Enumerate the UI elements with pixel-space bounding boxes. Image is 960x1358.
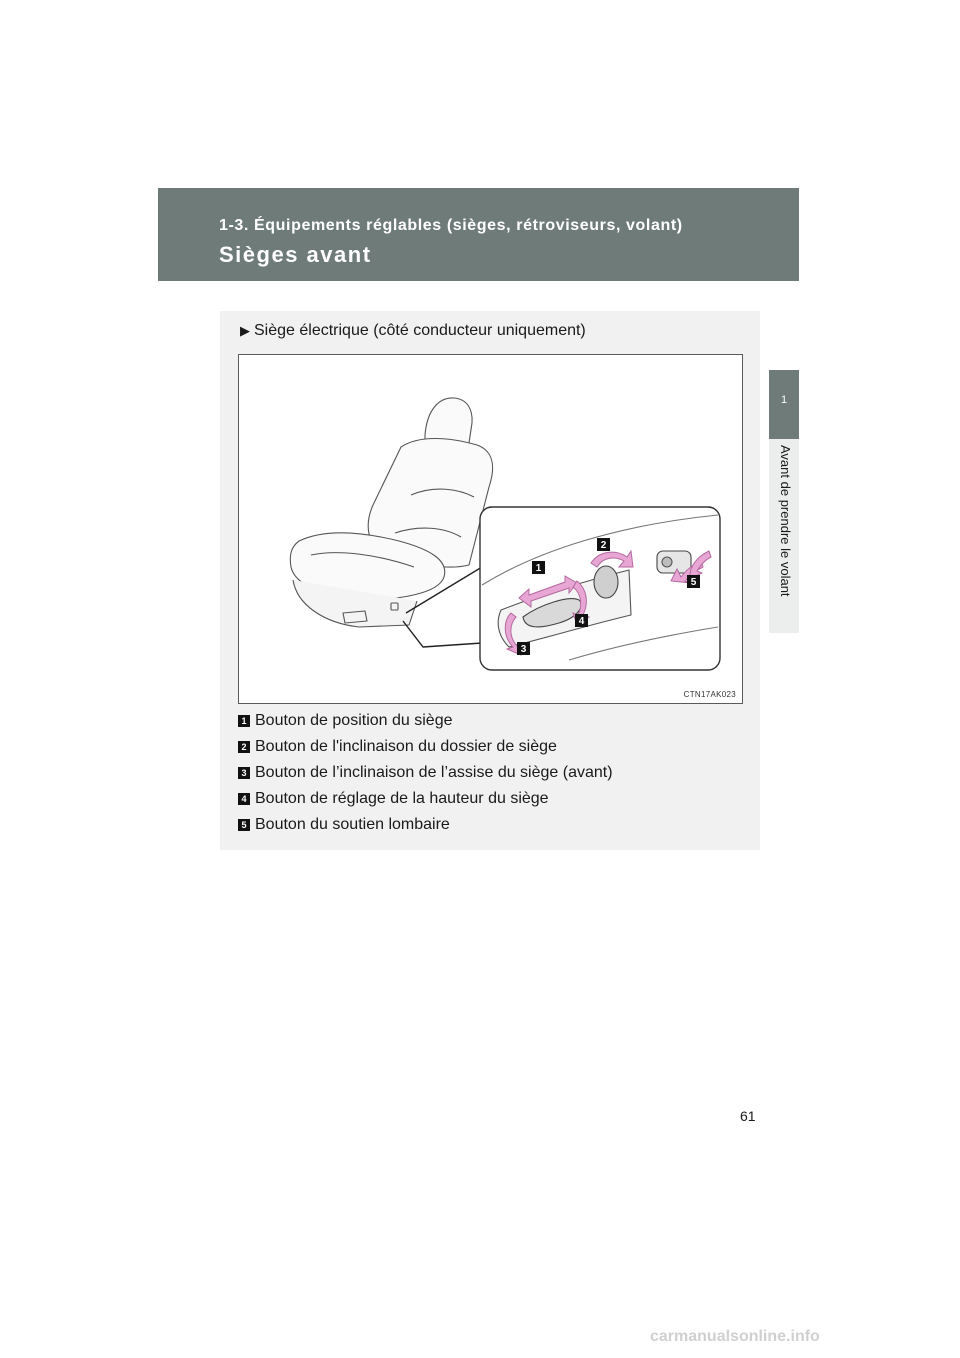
section-title: 1-3. Équipements réglables (sièges, rétroviseurs, volant) <box>219 217 683 234</box>
legend-text: Bouton de position du siège <box>255 712 453 729</box>
legend-item <box>238 786 613 812</box>
content-panel <box>220 311 760 850</box>
legend-item <box>238 812 613 838</box>
watermark: carmanualsonline.info <box>650 1328 820 1345</box>
legend-text: Bouton de l’inclinaison de l’assise du siège (avant) <box>255 764 613 781</box>
figure-code: CTN17AK023 <box>683 690 736 699</box>
seat-illustration <box>238 354 743 704</box>
callout-label-4: 4 <box>578 616 585 627</box>
leader-line-lower <box>403 621 482 647</box>
legend-text: Bouton de réglage de la hauteur du siège <box>255 790 549 807</box>
legend-text: Bouton de l'inclinaison du dossier de siège <box>255 738 557 755</box>
legend-text: Bouton du soutien lombaire <box>255 816 450 833</box>
legend-number-box: 4 <box>238 793 250 805</box>
legend-number-box: 1 <box>238 715 250 727</box>
callout-label-5: 5 <box>690 577 697 588</box>
recline-switch <box>594 566 618 598</box>
subheading <box>240 322 586 340</box>
page-number: 61 <box>740 1108 756 1124</box>
legend-item <box>238 760 613 786</box>
legend-number-box: 3 <box>238 767 250 779</box>
callout-label-2: 2 <box>600 540 607 551</box>
chapter-tab[interactable] <box>769 370 799 439</box>
callout-label-1: 1 <box>535 563 542 574</box>
legend-item <box>238 734 613 760</box>
callout-label-3: 3 <box>520 644 527 655</box>
legend-number-box: 5 <box>238 819 250 831</box>
chapter-header <box>158 188 799 281</box>
legend-number-box: 2 <box>238 741 250 753</box>
bullet-triangle-icon: ▶ <box>240 323 250 338</box>
lumbar-switch-button <box>662 557 672 567</box>
legend-list <box>238 708 613 838</box>
page-title: Sièges avant <box>219 242 372 267</box>
chapter-number: 1 <box>780 394 788 406</box>
subheading-text: Siège électrique (côté conducteur uniquement) <box>254 322 586 339</box>
seat-diagram <box>239 355 742 703</box>
legend-item <box>238 708 613 734</box>
chapter-tab-label: Avant de prendre le volant <box>778 445 793 597</box>
